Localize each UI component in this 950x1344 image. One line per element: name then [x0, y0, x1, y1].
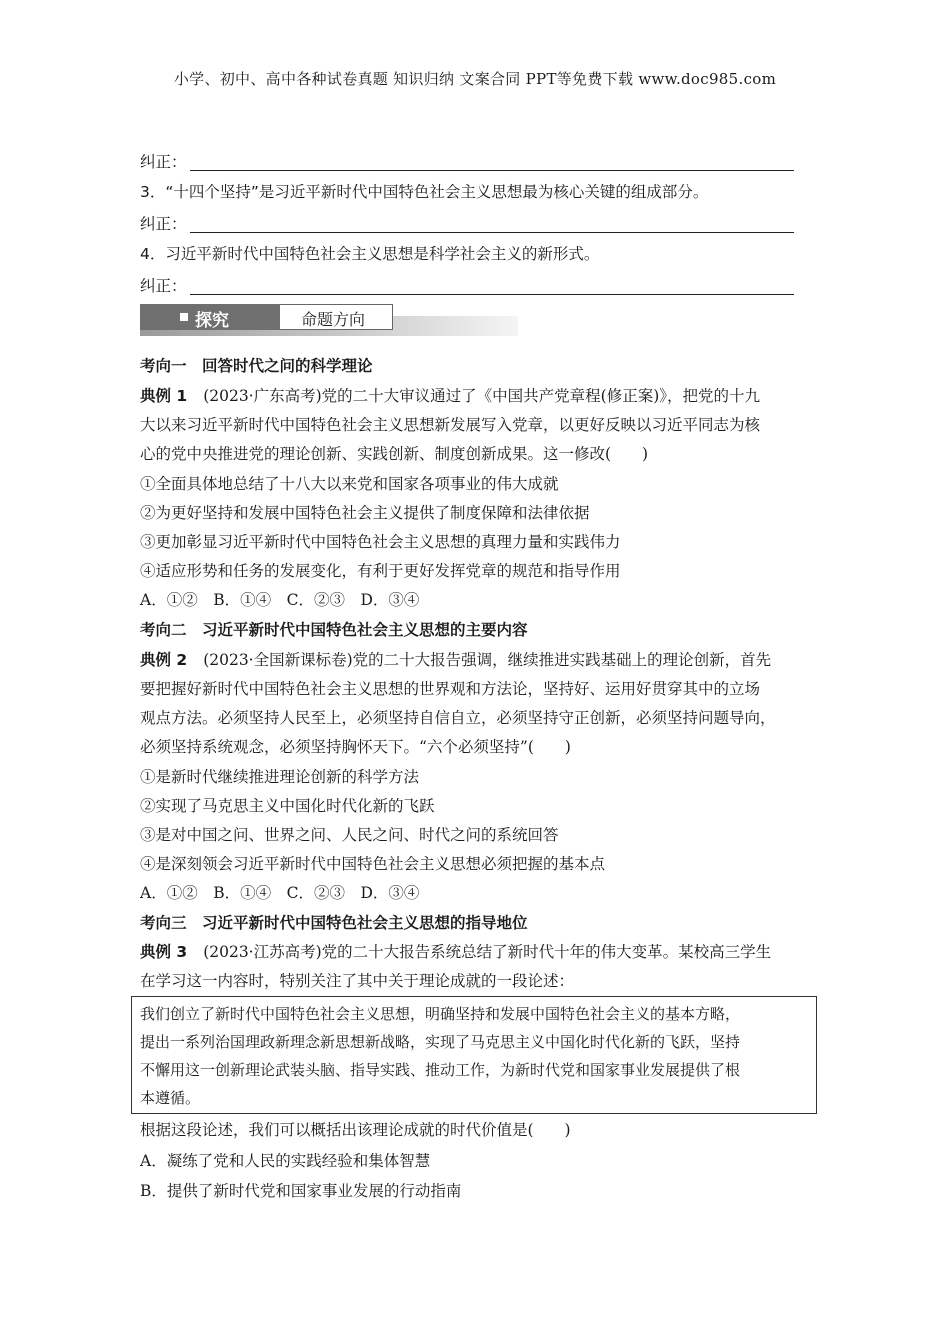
example-label: 典例 1 — [140, 387, 188, 405]
banner-title: 探究 — [195, 311, 229, 331]
quote-line-1: 我们创立了新时代中国特色社会主义思想，明确坚持和发展中国特色社会主义的基本方略， — [140, 1005, 741, 1023]
section2-option-1: ①是新时代继续推进理论创新的科学方法 — [140, 768, 420, 786]
correction-label: 纠正： — [140, 277, 187, 295]
section2-option-4: ④是深刻领会习近平新时代中国特色社会主义思想必须把握的基本点 — [140, 855, 606, 873]
answer-line — [190, 170, 794, 171]
section2-heading: 考向二 习近平新时代中国特色社会主义思想的主要内容 — [140, 621, 528, 639]
section3-stem-line-2: 在学习这一内容时，特别关注了其中关于理论成就的一段论述： — [140, 972, 575, 990]
statement-3: 3．“十四个坚持”是习近平新时代中国特色社会主义思想最为核心关键的组成部分。 — [140, 183, 709, 201]
quote-line-3: 不懈用这一创新理论武装头脑、指导实践、推动工作，为新时代党和国家事业发展提供了根 — [140, 1061, 741, 1079]
correction-label: 纠正： — [140, 215, 187, 233]
section1-heading: 考向一 回答时代之问的科学理论 — [140, 357, 373, 375]
answer-line — [190, 232, 794, 233]
section1-choices: A．①② B．①④ C．②③ D．③④ — [140, 591, 420, 609]
example-label: 典例 3 — [140, 943, 188, 961]
banner-subtitle: 命题方向 — [301, 310, 366, 329]
section3-heading: 考向三 习近平新时代中国特色社会主义思想的指导地位 — [140, 914, 528, 932]
section3-option-b: B．提供了新时代党和国家事业发展的行动指南 — [140, 1182, 462, 1200]
section2-option-3: ③是对中国之问、世界之问、人民之问、时代之问的系统回答 — [140, 826, 559, 844]
page-header: 小学、初中、高中各种试卷真题 知识归纳 文案合同 PPT等免费下载 www.doc985.com — [173, 70, 777, 88]
section-banner — [140, 302, 518, 336]
quote-line-2: 提出一系列治国理政新理念新思想新战略，实现了马克思主义中国化时代化新的飞跃，坚持 — [140, 1033, 741, 1051]
stem-text: (2023·全国新课标卷)党的二十大报告强调，继续推进实践基础上的理论创新，首先 — [203, 651, 772, 669]
section1-stem-line-2: 大以来习近平新时代中国特色社会主义思想新发展写入党章，以更好反映以习近平同志为核 — [140, 416, 761, 434]
quote-line-4: 本遵循。 — [140, 1089, 201, 1107]
section2-stem-line-4: 必须坚持系统观念，必须坚持胸怀天下。“六个必须坚持”( ) — [140, 738, 571, 756]
section2-stem-line-3: 观点方法。必须坚持人民至上，必须坚持自信自立，必须坚持守正创新，必须坚持问题导向， — [140, 709, 776, 727]
section2-option-2: ②实现了马克思主义中国化时代化新的飞跃 — [140, 797, 435, 815]
example-label: 典例 2 — [140, 651, 188, 669]
stem-text: (2023·江苏高考)党的二十大报告系统总结了新时代十年的伟大变革。某校高三学生 — [203, 943, 772, 961]
section1-stem-line-3: 心的党中央推进党的理论创新、实践创新、制度创新成果。这一修改( ) — [140, 445, 649, 463]
section2-choices: A．①② B．①④ C．②③ D．③④ — [140, 884, 420, 902]
section3-stem-line-1 — [140, 942, 771, 962]
section3-option-a: A．凝练了党和人民的实践经验和集体智慧 — [140, 1152, 431, 1170]
section2-stem-line-1 — [140, 650, 771, 670]
section1-option-3: ③更加彰显习近平新时代中国特色社会主义思想的真理力量和实践伟力 — [140, 533, 621, 551]
statement-4: 4．习近平新时代中国特色社会主义思想是科学社会主义的新形式。 — [140, 245, 600, 263]
correction-label: 纠正： — [140, 153, 187, 171]
answer-line — [190, 294, 794, 295]
stem-text: (2023·广东高考)党的二十大审议通过了《中国共产党章程(修正案)》，把党的十九 — [203, 387, 761, 405]
section1-stem-line-1 — [140, 386, 760, 406]
section3-question: 根据这段论述，我们可以概括出该理论成就的时代价值是( ) — [140, 1121, 571, 1139]
square-bullet-icon — [180, 313, 188, 321]
section1-option-2: ②为更好坚持和发展中国特色社会主义提供了制度保障和法律依据 — [140, 504, 590, 522]
section2-stem-line-2: 要把握好新时代中国特色社会主义思想的世界观和方法论，坚持好、运用好贯穿其中的立场 — [140, 680, 761, 698]
section1-option-1: ①全面具体地总结了十八大以来党和国家各项事业的伟大成就 — [140, 475, 559, 493]
section1-option-4: ④适应形势和任务的发展变化，有利于更好发挥党章的规范和指导作用 — [140, 562, 621, 580]
